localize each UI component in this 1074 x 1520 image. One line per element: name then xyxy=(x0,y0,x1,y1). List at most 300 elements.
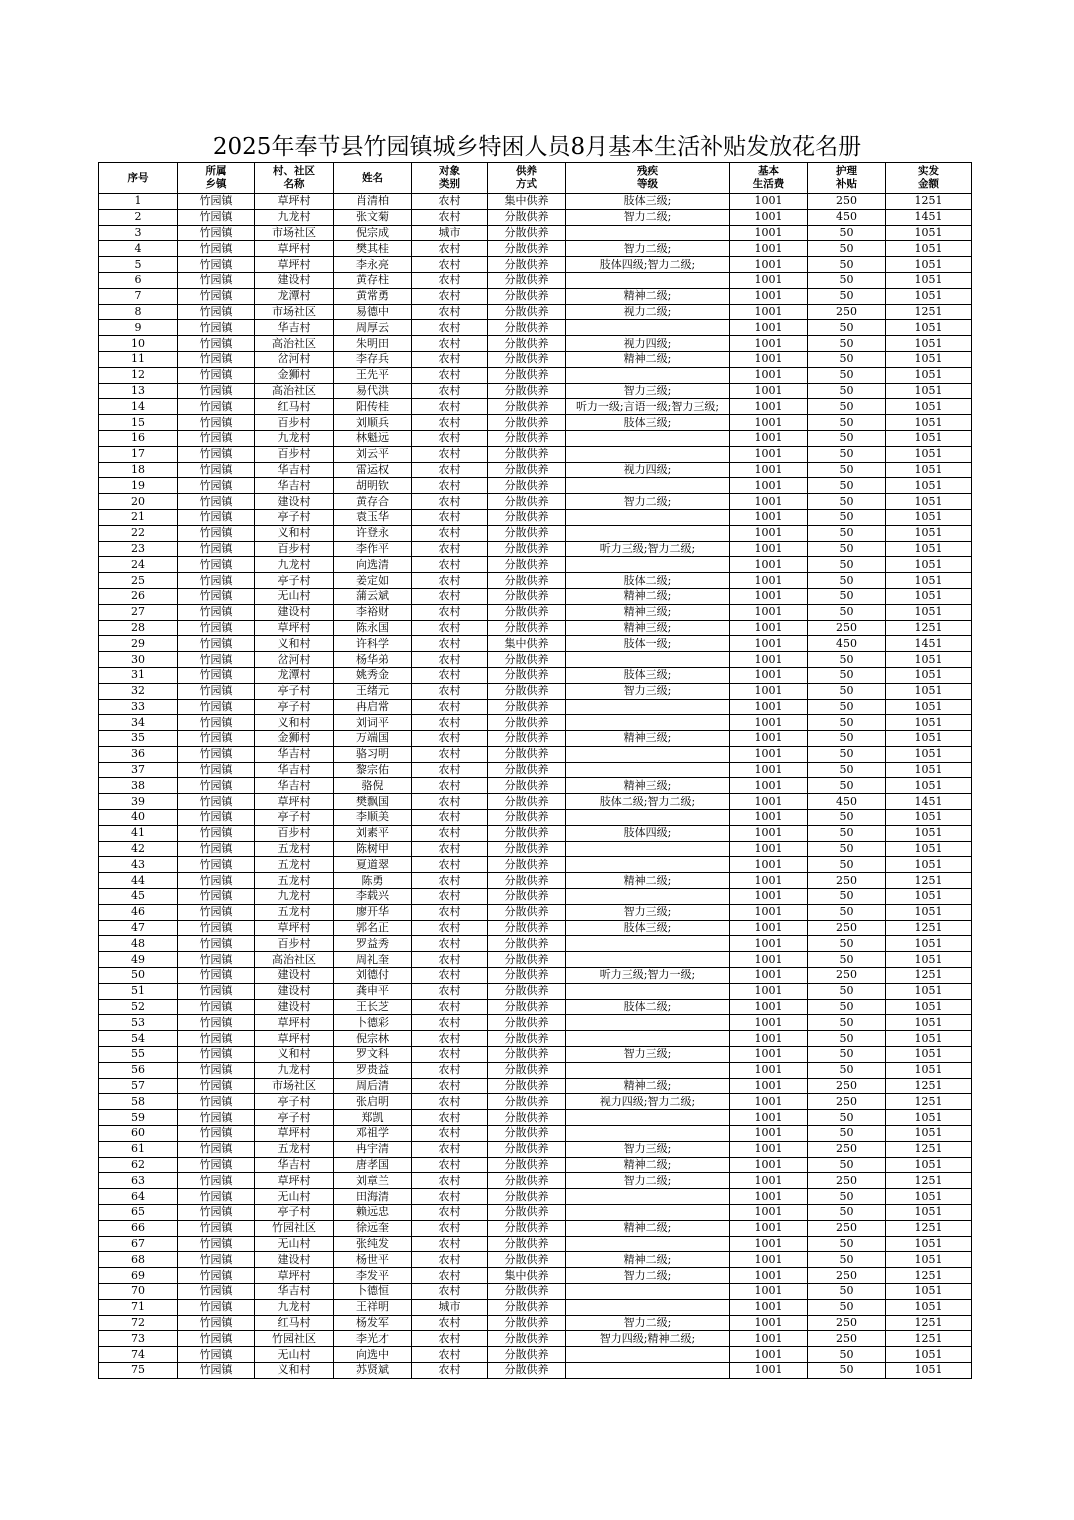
cell-village: 五龙村 xyxy=(255,1141,334,1157)
cell-basic-allowance: 1001 xyxy=(730,525,808,541)
cell-disability-level: 视力四级; xyxy=(566,336,730,352)
cell-care-subsidy: 450 xyxy=(808,636,886,652)
cell-category: 农村 xyxy=(412,367,488,383)
cell-disability-level: 肢体三级; xyxy=(566,415,730,431)
cell-total-amount: 1251 xyxy=(886,873,972,889)
table-row xyxy=(99,762,972,778)
cell-care-subsidy: 50 xyxy=(808,541,886,557)
cell-support-mode: 分散供养 xyxy=(488,1315,566,1331)
cell-total-amount: 1051 xyxy=(886,1283,972,1299)
cell-disability-level xyxy=(566,889,730,905)
cell-disability-level: 精神二级; xyxy=(566,873,730,889)
cell-serial: 55 xyxy=(99,1047,178,1063)
cell-category: 农村 xyxy=(412,1331,488,1347)
table-row xyxy=(99,652,972,668)
cell-name: 陈勇 xyxy=(334,873,412,889)
cell-care-subsidy: 250 xyxy=(808,1141,886,1157)
cell-support-mode: 分散供养 xyxy=(488,415,566,431)
header-category-line: 对象 xyxy=(439,165,460,177)
cell-support-mode: 集中供养 xyxy=(488,636,566,652)
cell-category: 农村 xyxy=(412,920,488,936)
cell-support-mode: 分散供养 xyxy=(488,667,566,683)
table-row xyxy=(99,1205,972,1221)
cell-support-mode: 分散供养 xyxy=(488,1173,566,1189)
cell-category: 农村 xyxy=(412,825,488,841)
cell-name: 林魁远 xyxy=(334,430,412,446)
cell-care-subsidy: 450 xyxy=(808,209,886,225)
cell-category: 农村 xyxy=(412,557,488,573)
cell-basic-allowance: 1001 xyxy=(730,731,808,747)
cell-serial: 15 xyxy=(99,415,178,431)
cell-category: 农村 xyxy=(412,1078,488,1094)
cell-total-amount: 1251 xyxy=(886,1078,972,1094)
table-row xyxy=(99,952,972,968)
table-row xyxy=(99,209,972,225)
cell-village: 建设村 xyxy=(255,999,334,1015)
cell-category: 农村 xyxy=(412,731,488,747)
cell-serial: 18 xyxy=(99,462,178,478)
cell-disability-level xyxy=(566,1236,730,1252)
cell-disability-level xyxy=(566,1299,730,1315)
cell-basic-allowance: 1001 xyxy=(730,1047,808,1063)
cell-total-amount: 1051 xyxy=(886,1347,972,1363)
cell-name: 杨华弟 xyxy=(334,652,412,668)
cell-serial: 2 xyxy=(99,209,178,225)
cell-total-amount: 1051 xyxy=(886,588,972,604)
cell-disability-level xyxy=(566,857,730,873)
cell-category: 农村 xyxy=(412,494,488,510)
cell-total-amount: 1051 xyxy=(886,825,972,841)
cell-basic-allowance: 1001 xyxy=(730,841,808,857)
cell-serial: 71 xyxy=(99,1299,178,1315)
cell-disability-level xyxy=(566,525,730,541)
cell-care-subsidy: 50 xyxy=(808,272,886,288)
cell-category: 农村 xyxy=(412,541,488,557)
cell-total-amount: 1051 xyxy=(886,225,972,241)
cell-name: 郑凯 xyxy=(334,1110,412,1126)
cell-disability-level xyxy=(566,1283,730,1299)
cell-village: 建设村 xyxy=(255,604,334,620)
cell-disability-level xyxy=(566,272,730,288)
cell-total-amount: 1051 xyxy=(886,288,972,304)
cell-name: 苏贤斌 xyxy=(334,1362,412,1378)
cell-category: 农村 xyxy=(412,699,488,715)
cell-support-mode: 集中供养 xyxy=(488,194,566,210)
cell-support-mode: 分散供养 xyxy=(488,699,566,715)
cell-category: 农村 xyxy=(412,399,488,415)
cell-basic-allowance: 1001 xyxy=(730,1173,808,1189)
cell-basic-allowance: 1001 xyxy=(730,636,808,652)
cell-serial: 57 xyxy=(99,1078,178,1094)
table-row xyxy=(99,667,972,683)
cell-name: 黄存柱 xyxy=(334,272,412,288)
cell-care-subsidy: 50 xyxy=(808,1189,886,1205)
cell-name: 刘云平 xyxy=(334,446,412,462)
cell-disability-level xyxy=(566,936,730,952)
cell-basic-allowance: 1001 xyxy=(730,1189,808,1205)
cell-village: 亭子村 xyxy=(255,573,334,589)
table-row xyxy=(99,1362,972,1378)
cell-disability-level xyxy=(566,841,730,857)
cell-basic-allowance: 1001 xyxy=(730,557,808,573)
cell-township: 竹园镇 xyxy=(178,257,255,273)
cell-township: 竹园镇 xyxy=(178,968,255,984)
cell-serial: 5 xyxy=(99,257,178,273)
cell-basic-allowance: 1001 xyxy=(730,999,808,1015)
cell-name: 袁玉华 xyxy=(334,509,412,525)
cell-category: 农村 xyxy=(412,794,488,810)
cell-category: 农村 xyxy=(412,320,488,336)
cell-disability-level: 精神三级; xyxy=(566,604,730,620)
cell-disability-level: 精神三级; xyxy=(566,620,730,636)
cell-village: 龙潭村 xyxy=(255,667,334,683)
cell-basic-allowance: 1001 xyxy=(730,746,808,762)
cell-name: 田海清 xyxy=(334,1189,412,1205)
cell-township: 竹园镇 xyxy=(178,462,255,478)
cell-disability-level xyxy=(566,478,730,494)
cell-basic-allowance: 1001 xyxy=(730,715,808,731)
cell-category: 农村 xyxy=(412,1315,488,1331)
table-row xyxy=(99,794,972,810)
cell-basic-allowance: 1001 xyxy=(730,936,808,952)
cell-township: 竹园镇 xyxy=(178,794,255,810)
header-serial-line: 序号 xyxy=(127,171,149,184)
cell-total-amount: 1051 xyxy=(886,494,972,510)
cell-township: 竹园镇 xyxy=(178,604,255,620)
cell-total-amount: 1051 xyxy=(886,1047,972,1063)
header-support-mode xyxy=(488,163,566,194)
header-care-subsidy xyxy=(808,163,886,194)
cell-care-subsidy: 50 xyxy=(808,1031,886,1047)
cell-category: 农村 xyxy=(412,1173,488,1189)
cell-total-amount: 1051 xyxy=(886,999,972,1015)
cell-total-amount: 1051 xyxy=(886,810,972,826)
cell-support-mode: 分散供养 xyxy=(488,1094,566,1110)
cell-serial: 12 xyxy=(99,367,178,383)
table-row xyxy=(99,1331,972,1347)
cell-serial: 30 xyxy=(99,652,178,668)
cell-serial: 34 xyxy=(99,715,178,731)
cell-category: 农村 xyxy=(412,525,488,541)
cell-support-mode: 分散供养 xyxy=(488,430,566,446)
cell-care-subsidy: 50 xyxy=(808,288,886,304)
table-row xyxy=(99,920,972,936)
cell-total-amount: 1451 xyxy=(886,636,972,652)
cell-name: 杨发军 xyxy=(334,1315,412,1331)
cell-village: 草坪村 xyxy=(255,794,334,810)
cell-township: 竹园镇 xyxy=(178,1094,255,1110)
cell-disability-level: 精神二级; xyxy=(566,351,730,367)
cell-township: 竹园镇 xyxy=(178,272,255,288)
table-row xyxy=(99,1015,972,1031)
cell-care-subsidy: 50 xyxy=(808,762,886,778)
cell-basic-allowance: 1001 xyxy=(730,920,808,936)
cell-total-amount: 1051 xyxy=(886,983,972,999)
table-row xyxy=(99,225,972,241)
cell-care-subsidy: 50 xyxy=(808,462,886,478)
cell-name: 骆习明 xyxy=(334,746,412,762)
cell-total-amount: 1251 xyxy=(886,968,972,984)
cell-serial: 66 xyxy=(99,1220,178,1236)
cell-category: 农村 xyxy=(412,415,488,431)
cell-total-amount: 1051 xyxy=(886,462,972,478)
cell-name: 张启明 xyxy=(334,1094,412,1110)
cell-basic-allowance: 1001 xyxy=(730,810,808,826)
cell-category: 农村 xyxy=(412,1362,488,1378)
cell-disability-level xyxy=(566,715,730,731)
cell-disability-level xyxy=(566,699,730,715)
cell-basic-allowance: 1001 xyxy=(730,588,808,604)
cell-total-amount: 1051 xyxy=(886,715,972,731)
cell-village: 华吉村 xyxy=(255,478,334,494)
cell-support-mode: 分散供养 xyxy=(488,320,566,336)
cell-category: 农村 xyxy=(412,304,488,320)
cell-category: 农村 xyxy=(412,1110,488,1126)
cell-support-mode: 分散供养 xyxy=(488,652,566,668)
cell-serial: 22 xyxy=(99,525,178,541)
cell-disability-level: 肢体四级; xyxy=(566,825,730,841)
cell-total-amount: 1051 xyxy=(886,1157,972,1173)
cell-category: 农村 xyxy=(412,351,488,367)
table-row xyxy=(99,1157,972,1173)
cell-support-mode: 分散供养 xyxy=(488,762,566,778)
cell-category: 农村 xyxy=(412,857,488,873)
cell-basic-allowance: 1001 xyxy=(730,1141,808,1157)
cell-disability-level: 精神二级; xyxy=(566,288,730,304)
header-disability-level-line: 残疾 xyxy=(637,165,658,177)
cell-township: 竹园镇 xyxy=(178,209,255,225)
cell-name: 姚秀金 xyxy=(334,667,412,683)
cell-category: 农村 xyxy=(412,620,488,636)
cell-name: 黄常勇 xyxy=(334,288,412,304)
cell-name: 杨世平 xyxy=(334,1252,412,1268)
cell-category: 城市 xyxy=(412,1299,488,1315)
cell-township: 竹园镇 xyxy=(178,399,255,415)
cell-support-mode: 分散供养 xyxy=(488,873,566,889)
cell-serial: 72 xyxy=(99,1315,178,1331)
cell-support-mode: 分散供养 xyxy=(488,620,566,636)
cell-total-amount: 1051 xyxy=(886,762,972,778)
cell-name: 夏道翠 xyxy=(334,857,412,873)
cell-serial: 50 xyxy=(99,968,178,984)
header-disability-level-line: 等级 xyxy=(637,178,658,190)
cell-total-amount: 1051 xyxy=(886,1126,972,1142)
cell-village: 义和村 xyxy=(255,1047,334,1063)
cell-township: 竹园镇 xyxy=(178,494,255,510)
cell-support-mode: 分散供养 xyxy=(488,1347,566,1363)
cell-support-mode: 分散供养 xyxy=(488,968,566,984)
cell-disability-level: 智力二级; xyxy=(566,241,730,257)
table-row xyxy=(99,588,972,604)
table-row xyxy=(99,825,972,841)
cell-total-amount: 1051 xyxy=(886,857,972,873)
cell-category: 农村 xyxy=(412,983,488,999)
subsidy-roster-table xyxy=(98,162,972,1379)
cell-care-subsidy: 50 xyxy=(808,952,886,968)
cell-serial: 43 xyxy=(99,857,178,873)
cell-support-mode: 分散供养 xyxy=(488,825,566,841)
cell-village: 草坪村 xyxy=(255,1031,334,1047)
table-row xyxy=(99,272,972,288)
header-township-line: 乡镇 xyxy=(205,178,227,190)
cell-village: 华吉村 xyxy=(255,462,334,478)
cell-support-mode: 分散供养 xyxy=(488,588,566,604)
cell-basic-allowance: 1001 xyxy=(730,415,808,431)
cell-care-subsidy: 50 xyxy=(808,1015,886,1031)
cell-support-mode: 分散供养 xyxy=(488,225,566,241)
cell-serial: 40 xyxy=(99,810,178,826)
header-category xyxy=(412,163,488,194)
cell-name: 倪宗成 xyxy=(334,225,412,241)
cell-category: 农村 xyxy=(412,1189,488,1205)
cell-support-mode: 分散供养 xyxy=(488,794,566,810)
cell-basic-allowance: 1001 xyxy=(730,1126,808,1142)
cell-serial: 1 xyxy=(99,194,178,210)
cell-serial: 59 xyxy=(99,1110,178,1126)
cell-serial: 6 xyxy=(99,272,178,288)
cell-township: 竹园镇 xyxy=(178,1299,255,1315)
cell-category: 农村 xyxy=(412,1347,488,1363)
cell-care-subsidy: 50 xyxy=(808,746,886,762)
cell-total-amount: 1251 xyxy=(886,1268,972,1284)
cell-support-mode: 分散供养 xyxy=(488,715,566,731)
cell-disability-level: 肢体三级; xyxy=(566,194,730,210)
cell-township: 竹园镇 xyxy=(178,1141,255,1157)
cell-township: 竹园镇 xyxy=(178,1157,255,1173)
cell-care-subsidy: 250 xyxy=(808,920,886,936)
cell-total-amount: 1051 xyxy=(886,573,972,589)
cell-village: 亭子村 xyxy=(255,1110,334,1126)
cell-care-subsidy: 50 xyxy=(808,257,886,273)
cell-total-amount: 1051 xyxy=(886,367,972,383)
cell-care-subsidy: 50 xyxy=(808,415,886,431)
cell-category: 农村 xyxy=(412,1031,488,1047)
cell-care-subsidy: 50 xyxy=(808,367,886,383)
cell-name: 黎宗佑 xyxy=(334,762,412,778)
cell-name: 王祥明 xyxy=(334,1299,412,1315)
cell-total-amount: 1251 xyxy=(886,1331,972,1347)
cell-total-amount: 1051 xyxy=(886,936,972,952)
cell-support-mode: 分散供养 xyxy=(488,936,566,952)
cell-support-mode: 分散供养 xyxy=(488,1362,566,1378)
cell-support-mode: 分散供养 xyxy=(488,272,566,288)
cell-village: 九龙村 xyxy=(255,1062,334,1078)
table-row xyxy=(99,889,972,905)
cell-care-subsidy: 450 xyxy=(808,794,886,810)
cell-care-subsidy: 50 xyxy=(808,225,886,241)
cell-care-subsidy: 50 xyxy=(808,351,886,367)
cell-village: 亭子村 xyxy=(255,699,334,715)
cell-village: 岔河村 xyxy=(255,351,334,367)
cell-disability-level xyxy=(566,1031,730,1047)
cell-basic-allowance: 1001 xyxy=(730,257,808,273)
header-total-amount-line: 实发 xyxy=(918,165,939,177)
cell-disability-level xyxy=(566,762,730,778)
cell-village: 义和村 xyxy=(255,1362,334,1378)
cell-serial: 20 xyxy=(99,494,178,510)
cell-support-mode: 分散供养 xyxy=(488,1236,566,1252)
cell-disability-level xyxy=(566,652,730,668)
cell-village: 九龙村 xyxy=(255,557,334,573)
cell-disability-level: 视力四级;智力二级; xyxy=(566,1094,730,1110)
cell-basic-allowance: 1001 xyxy=(730,399,808,415)
cell-village: 百步村 xyxy=(255,541,334,557)
header-disability-level xyxy=(566,163,730,194)
cell-category: 农村 xyxy=(412,241,488,257)
cell-township: 竹园镇 xyxy=(178,683,255,699)
cell-support-mode: 集中供养 xyxy=(488,1268,566,1284)
table-row xyxy=(99,557,972,573)
cell-support-mode: 分散供养 xyxy=(488,904,566,920)
header-support-mode-line: 方式 xyxy=(516,178,537,190)
table-row xyxy=(99,1141,972,1157)
cell-care-subsidy: 50 xyxy=(808,1283,886,1299)
cell-serial: 37 xyxy=(99,762,178,778)
cell-basic-allowance: 1001 xyxy=(730,857,808,873)
table-row xyxy=(99,1173,972,1189)
cell-village: 竹园社区 xyxy=(255,1331,334,1347)
cell-village: 义和村 xyxy=(255,636,334,652)
cell-disability-level: 智力三级; xyxy=(566,1047,730,1063)
cell-name: 张纯发 xyxy=(334,1236,412,1252)
cell-serial: 54 xyxy=(99,1031,178,1047)
cell-care-subsidy: 50 xyxy=(808,1126,886,1142)
cell-township: 竹园镇 xyxy=(178,1047,255,1063)
cell-support-mode: 分散供养 xyxy=(488,1331,566,1347)
cell-basic-allowance: 1001 xyxy=(730,241,808,257)
cell-township: 竹园镇 xyxy=(178,936,255,952)
cell-serial: 60 xyxy=(99,1126,178,1142)
cell-basic-allowance: 1001 xyxy=(730,1299,808,1315)
cell-name: 李存兵 xyxy=(334,351,412,367)
cell-care-subsidy: 50 xyxy=(808,1299,886,1315)
header-township xyxy=(178,163,255,194)
cell-village: 华吉村 xyxy=(255,746,334,762)
cell-total-amount: 1051 xyxy=(886,604,972,620)
cell-name: 向选中 xyxy=(334,1347,412,1363)
cell-village: 华吉村 xyxy=(255,1283,334,1299)
cell-serial: 65 xyxy=(99,1205,178,1221)
cell-disability-level: 听力三级;智力一级; xyxy=(566,968,730,984)
cell-basic-allowance: 1001 xyxy=(730,1205,808,1221)
cell-disability-level xyxy=(566,509,730,525)
cell-disability-level: 肢体二级; xyxy=(566,573,730,589)
cell-care-subsidy: 250 xyxy=(808,873,886,889)
cell-township: 竹园镇 xyxy=(178,573,255,589)
header-name xyxy=(334,163,412,194)
table-row xyxy=(99,841,972,857)
cell-care-subsidy: 50 xyxy=(808,936,886,952)
cell-name: 李发平 xyxy=(334,1268,412,1284)
cell-village: 金狮村 xyxy=(255,367,334,383)
cell-care-subsidy: 50 xyxy=(808,1205,886,1221)
cell-support-mode: 分散供养 xyxy=(488,573,566,589)
header-basic-allowance xyxy=(730,163,808,194)
cell-basic-allowance: 1001 xyxy=(730,794,808,810)
cell-category: 农村 xyxy=(412,889,488,905)
cell-category: 农村 xyxy=(412,604,488,620)
cell-total-amount: 1051 xyxy=(886,1205,972,1221)
cell-care-subsidy: 50 xyxy=(808,1110,886,1126)
cell-disability-level xyxy=(566,1189,730,1205)
cell-serial: 47 xyxy=(99,920,178,936)
cell-support-mode: 分散供养 xyxy=(488,288,566,304)
cell-township: 竹园镇 xyxy=(178,904,255,920)
cell-category: 农村 xyxy=(412,904,488,920)
cell-category: 农村 xyxy=(412,1062,488,1078)
cell-village: 建设村 xyxy=(255,1252,334,1268)
cell-support-mode: 分散供养 xyxy=(488,525,566,541)
